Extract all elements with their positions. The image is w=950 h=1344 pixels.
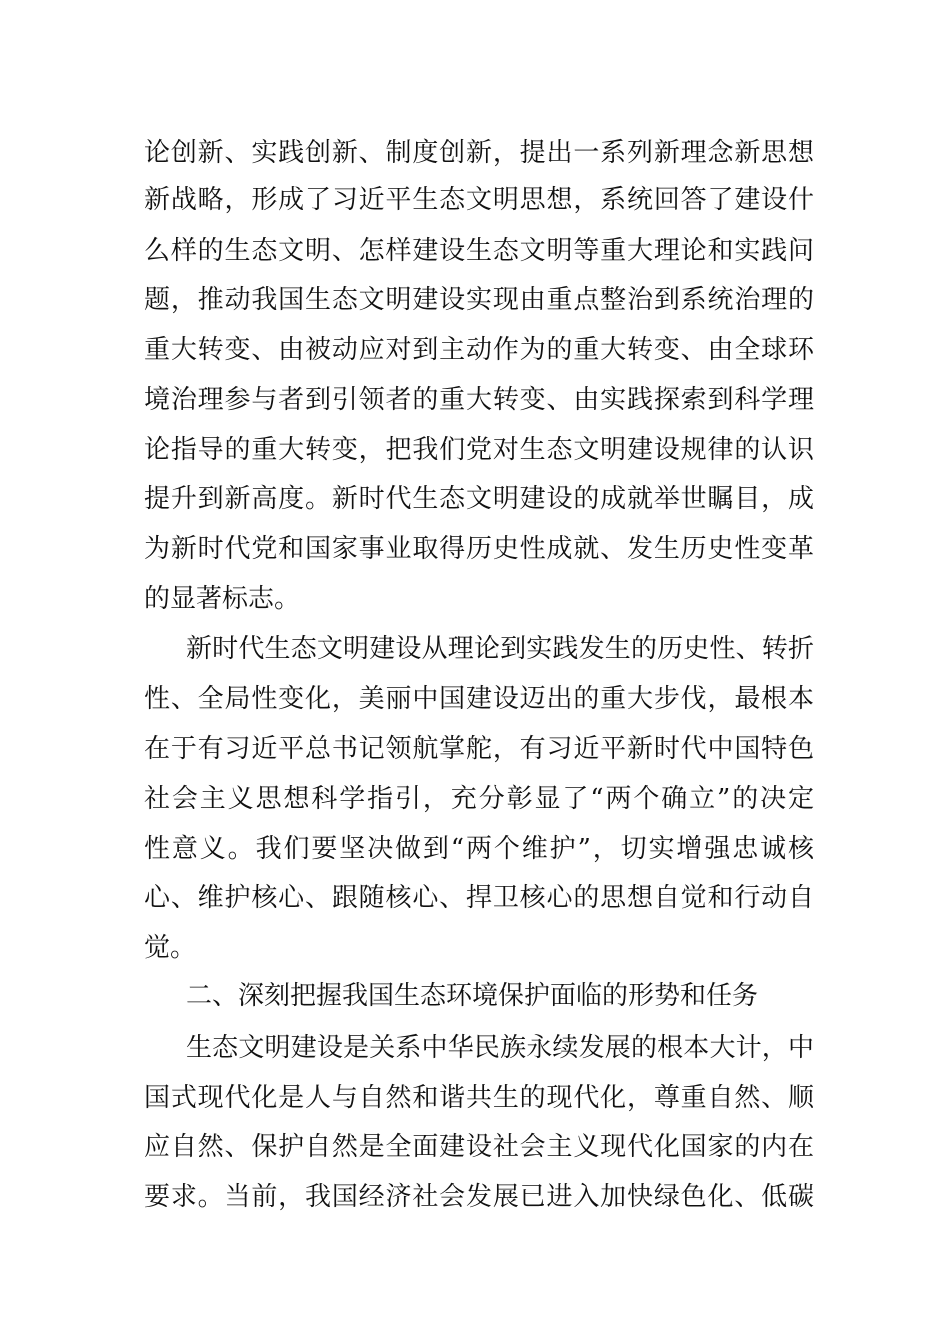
text-line: 论创新、实践创新、制度创新，提出一系列新理念新思想	[144, 138, 814, 168]
text-line: 在于有习近平总书记领航掌舵，有习近平新时代中国特色	[144, 734, 814, 764]
text-line: 境治理参与者到引领者的重大转变、由实践探索到科学理	[144, 385, 814, 415]
text-line: 为新时代党和国家事业取得历史性成就、发生历史性变革	[144, 534, 814, 564]
text-line: 要求。当前，我国经济社会发展已进入加快绿色化、低碳	[144, 1182, 814, 1212]
text-line: 题，推动我国生态文明建设实现由重点整治到系统治理的	[144, 285, 814, 315]
text-line: 的显著标志。	[144, 584, 301, 614]
paragraph-first-line: 新时代生态文明建设从理论到实践发生的历史性、转折	[186, 634, 814, 664]
text-line: 性意义。我们要坚决做到“两个维护”，切实增强忠诚核	[144, 834, 814, 864]
text-line: 性、全局性变化，美丽中国建设迈出的重大步伐，最根本	[144, 684, 814, 714]
text-line: 论指导的重大转变，把我们党对生态文明建设规律的认识	[144, 435, 814, 465]
text-line: 重大转变、由被动应对到主动作为的重大转变、由全球环	[144, 335, 814, 365]
text-line: 觉。	[144, 933, 197, 963]
text-line: 国式现代化是人与自然和谐共生的现代化，尊重自然、顺	[144, 1083, 814, 1113]
paragraph-first-line: 生态文明建设是关系中华民族永续发展的根本大计，中	[186, 1033, 814, 1063]
text-line: 社会主义思想科学指引，充分彰显了“两个确立”的决定	[144, 784, 814, 814]
text-line: 提升到新高度。新时代生态文明建设的成就举世瞩目，成	[144, 484, 814, 514]
section-heading: 二、深刻把握我国生态环境保护面临的形势和任务	[186, 981, 759, 1011]
text-line: 应自然、保护自然是全面建设社会主义现代化国家的内在	[144, 1132, 814, 1162]
text-line: 心、维护核心、跟随核心、捍卫核心的思想自觉和行动自	[144, 883, 814, 913]
text-line: 新战略，形成了习近平生态文明思想，系统回答了建设什	[144, 185, 814, 215]
text-line: 么样的生态文明、怎样建设生态文明等重大理论和实践问	[144, 236, 814, 266]
